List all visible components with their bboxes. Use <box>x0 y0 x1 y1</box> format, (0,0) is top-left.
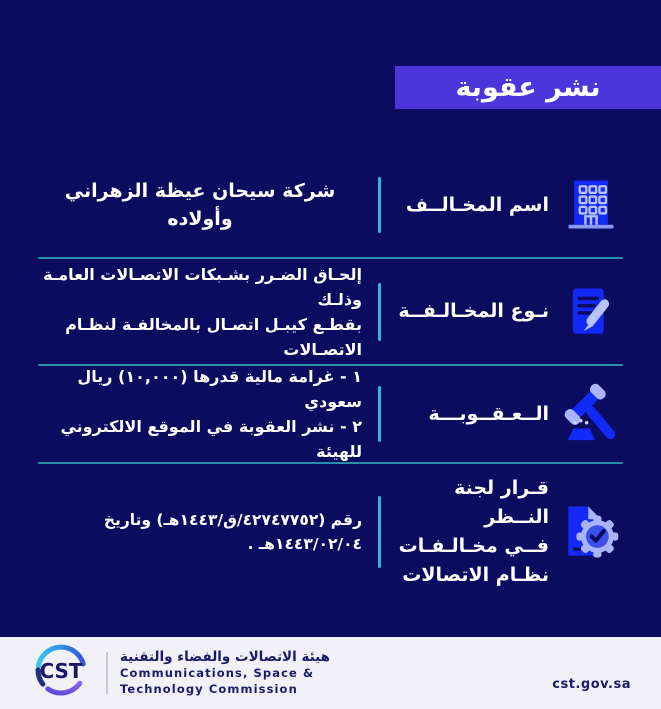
committee-decision-value: رقم (٤٢٧٤٧٧٥٢/ق/١٤٤٣هـ) وتاريخ ١٤٤٣/٠٢/٠٤هـ . <box>103 511 362 553</box>
violator-name-value: شركة سيحان عيظة الزهراني وأولاده <box>64 180 336 230</box>
violation-type-line-2: بقطـع كيبـل اتصـال بالمخالفـة لنظـام الاتصـالات <box>65 314 362 359</box>
row-committee-decision <box>38 464 623 614</box>
organization-name-english-line-2: Technology Commission <box>120 682 298 696</box>
row-penalty <box>38 366 623 462</box>
violation-type-line-1: إلحـاق الضـرر بشـبكات الاتصـالات العامـة وذلـك <box>43 264 362 309</box>
decision-document-gear-check-icon <box>559 501 623 563</box>
penalty-line-1: ١ - غرامة مالية قدرها (١٠,٠٠٠) ريال سعودي <box>77 367 362 411</box>
row-violation-type <box>38 259 623 364</box>
row-violator-name <box>38 153 623 257</box>
committee-decision-label-line-1: قـرار لجنة النــظر <box>454 477 549 528</box>
page-title: نشر عقوبة <box>455 72 601 103</box>
violator-name-label: اسم المخـالــف <box>405 193 549 216</box>
committee-decision-label-line-3: نظـام الاتصالات <box>402 564 549 586</box>
organization-name-english-line-1: Communications, Space & <box>120 666 315 680</box>
penalty-line-2: ٢ - نشر العقوبة في الموقع الالكتروني للهيئة <box>60 417 362 461</box>
committee-decision-label-line-2: فــي مخـالـفـات <box>398 535 549 557</box>
website-url: cst.gov.sa <box>552 676 631 692</box>
cst-logo-icon <box>30 642 94 704</box>
violation-type-label: نـوع المخـالـفــة <box>398 300 549 322</box>
vertical-divider <box>378 386 381 442</box>
violation-document-pen-icon <box>559 283 623 341</box>
committee-decision-label <box>391 474 559 590</box>
penalty-banner <box>395 66 661 109</box>
gavel-icon <box>559 383 623 445</box>
penalty-details <box>0 108 661 614</box>
building-icon <box>559 175 623 235</box>
penalty-value <box>38 364 362 464</box>
organization-names <box>120 649 330 697</box>
cst-logo-text: CST <box>39 659 83 683</box>
vertical-divider <box>378 177 381 233</box>
logo-separator <box>106 652 108 694</box>
violation-type-value <box>38 262 362 362</box>
cst-logo-block <box>30 642 330 704</box>
footer <box>0 637 661 709</box>
vertical-divider <box>378 283 381 341</box>
penalty-label: الــعـقــوبـــة <box>428 402 549 425</box>
organization-name-arabic: هيئة الاتصالات والفضاء والتقنية <box>120 649 331 665</box>
vertical-divider <box>378 496 381 568</box>
